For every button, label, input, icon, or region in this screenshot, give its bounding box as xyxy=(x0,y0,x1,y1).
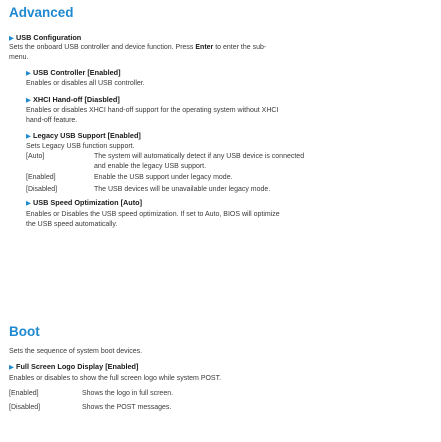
usb-controller-label: USB Controller [Enabled] xyxy=(33,68,121,77)
legacy-option-desc: The system will automatically detect if any USB device is connected xyxy=(94,153,305,160)
legacy-usb-title xyxy=(26,131,141,142)
right-triangle-icon: ▶ xyxy=(26,133,31,140)
right-triangle-icon: ▶ xyxy=(9,35,14,42)
full-screen-logo-label: Full Screen Logo Display [Enabled] xyxy=(16,362,139,371)
xhci-handoff-desc-line2: hand-off feature. xyxy=(26,116,78,124)
legacy-usb-desc: Sets Legacy USB function support. xyxy=(26,143,135,150)
desc-text: to enter the sub- xyxy=(213,44,267,51)
right-triangle-icon: ▶ xyxy=(26,97,31,104)
full-screen-logo-title xyxy=(9,362,138,373)
logo-option-desc: Shows the logo in full screen. xyxy=(82,390,174,397)
logo-option-desc: Shows the POST messages. xyxy=(82,404,172,411)
enter-key-label: Enter xyxy=(195,44,214,51)
legacy-usb-label: Legacy USB Support [Enabled] xyxy=(33,131,141,140)
usb-controller-title xyxy=(26,68,121,79)
legacy-option-desc: and enable the legacy USB support. xyxy=(94,162,207,170)
xhci-handoff-title xyxy=(26,95,120,106)
boot-heading: Boot xyxy=(9,324,40,339)
right-triangle-icon: ▶ xyxy=(26,70,31,77)
xhci-handoff-desc-line1: Enables or disables XHCI hand-off support for the operating system without XHCI xyxy=(26,107,279,114)
usb-configuration-desc xyxy=(9,43,266,53)
usb-configuration-desc-line2: menu. xyxy=(9,53,29,61)
xhci-handoff-label: XHCI Hand-off [Diasbled] xyxy=(33,95,120,104)
desc-text: Sets the onboard USB controller and device function. Press xyxy=(9,44,196,51)
right-triangle-icon: ▶ xyxy=(9,364,14,371)
boot-desc: Sets the sequence of system boot devices. xyxy=(9,348,143,355)
logo-option-key: [Disabled] xyxy=(9,404,41,411)
usb-speed-label: USB Speed Optimization [Auto] xyxy=(33,198,143,207)
legacy-option-key: [Enabled] xyxy=(26,174,56,181)
legacy-option-desc: The USB devices will be unavailable under legacy mode. xyxy=(94,186,271,193)
legacy-option-key: [Auto] xyxy=(26,153,45,160)
usb-speed-desc-line1: Enables or Disables the USB speed optimization. If set to Auto, BIOS will optimize xyxy=(26,211,280,218)
usb-speed-title xyxy=(26,198,142,209)
legacy-option-desc: Enable the USB support under legacy mode. xyxy=(94,174,233,181)
usb-speed-desc-line2: the USB speed automatically. xyxy=(26,220,118,228)
legacy-option-key: [Disabled] xyxy=(26,186,58,193)
right-triangle-icon: ▶ xyxy=(26,200,31,207)
full-screen-logo-desc: Enables or disables to show the full screen logo while system POST. xyxy=(9,375,222,382)
advanced-heading: Advanced xyxy=(9,5,74,20)
logo-option-key: [Enabled] xyxy=(9,390,39,397)
usb-controller-desc: Enables or disables all USB controller. xyxy=(26,80,145,87)
usb-configuration-label: USB Configuration xyxy=(16,33,82,42)
